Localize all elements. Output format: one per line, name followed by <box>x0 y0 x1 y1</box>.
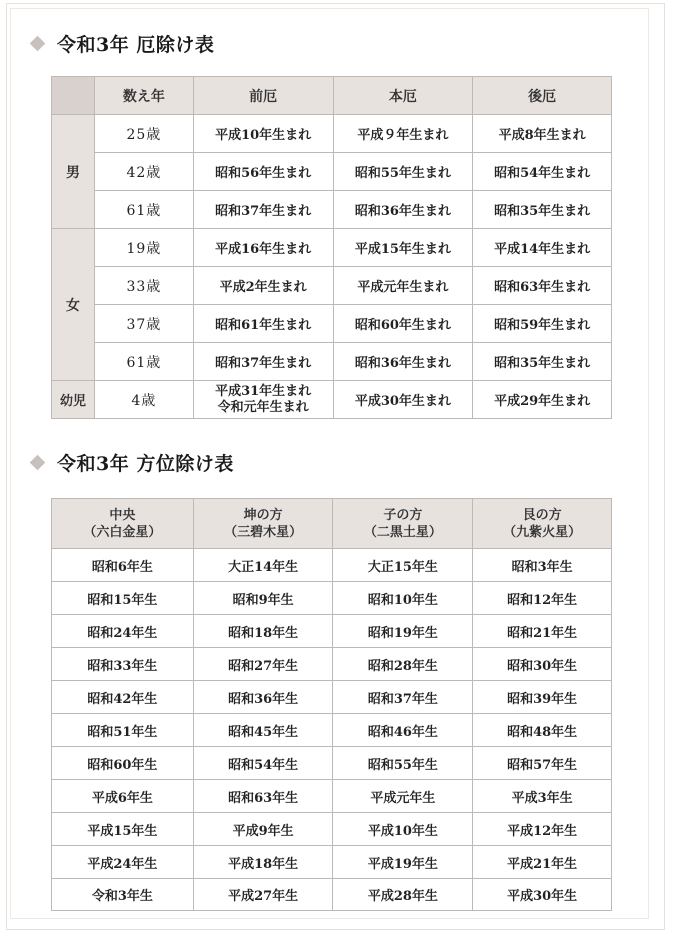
honyaku-cell: 平成９年生まれ <box>333 115 473 153</box>
houi-cell: 昭和48年生 <box>473 714 612 747</box>
houi-cell: 大正15年生 <box>333 549 473 582</box>
header-kazoedoshi: 数え年 <box>94 77 193 115</box>
houi-cell: 平成30年生 <box>473 879 612 911</box>
atoyaku-cell: 昭和63年生まれ <box>473 267 612 305</box>
age-cell: 4歳 <box>94 381 193 419</box>
maeyaku-cell: 昭和61年生まれ <box>193 305 333 343</box>
houi-cell: 昭和39年生 <box>473 681 612 714</box>
age-cell: 37歳 <box>94 305 193 343</box>
honyaku-cell: 昭和36年生まれ <box>333 343 473 381</box>
diamond-bullet-icon <box>30 455 46 471</box>
header-ne <box>333 499 473 549</box>
table-row <box>52 343 612 381</box>
atoyaku-cell: 平成8年生まれ <box>473 115 612 153</box>
atoyaku-cell: 平成14年生まれ <box>473 229 612 267</box>
table-row <box>52 648 612 681</box>
table-row <box>52 191 612 229</box>
houi-cell: 昭和36年生 <box>193 681 333 714</box>
table-row <box>52 681 612 714</box>
houi-cell: 平成元年生 <box>333 780 473 813</box>
yakudoshi-heading <box>30 30 214 57</box>
header-chuou <box>52 499 194 549</box>
maeyaku-cell: 昭和37年生まれ <box>193 191 333 229</box>
age-cell: 33歳 <box>94 267 193 305</box>
houi-cell: 昭和15年生 <box>52 582 194 615</box>
atoyaku-cell: 昭和59年生まれ <box>473 305 612 343</box>
houi-cell: 昭和27年生 <box>193 648 333 681</box>
maeyaku-cell: 昭和37年生まれ <box>193 343 333 381</box>
table-row <box>52 153 612 191</box>
group-label-infant: 幼児 <box>52 381 95 419</box>
header-direction: 坤の方 <box>243 507 283 523</box>
header-direction: 艮の方 <box>522 507 562 523</box>
header-ushitora <box>473 499 612 549</box>
group-label-male: 男 <box>52 115 95 229</box>
houi-table <box>51 498 612 911</box>
table-row <box>52 615 612 648</box>
age-cell: 61歳 <box>94 191 193 229</box>
houi-cell: 昭和33年生 <box>52 648 194 681</box>
table-header-row <box>52 499 612 549</box>
houi-cell: 昭和30年生 <box>473 648 612 681</box>
table-row <box>52 549 612 582</box>
houi-title: 令和3年 方位除け表 <box>57 453 234 475</box>
honyaku-cell: 昭和36年生まれ <box>333 191 473 229</box>
houi-cell: 昭和57年生 <box>473 747 612 780</box>
header-star: （二黒土星） <box>363 524 442 540</box>
honyaku-cell: 平成15年生まれ <box>333 229 473 267</box>
houi-cell: 平成28年生 <box>333 879 473 911</box>
houi-cell: 昭和42年生 <box>52 681 194 714</box>
table-row <box>52 381 612 419</box>
houi-cell: 昭和45年生 <box>193 714 333 747</box>
header-hitsujisaru <box>193 499 333 549</box>
age-cell: 19歳 <box>94 229 193 267</box>
honyaku-cell: 平成元年生まれ <box>333 267 473 305</box>
houi-cell: 昭和9年生 <box>193 582 333 615</box>
maeyaku-cell: 平成10年生まれ <box>193 115 333 153</box>
maeyaku-cell: 平成2年生まれ <box>193 267 333 305</box>
honyaku-cell: 昭和60年生まれ <box>333 305 473 343</box>
table-row <box>52 267 612 305</box>
houi-cell: 昭和10年生 <box>333 582 473 615</box>
houi-cell: 平成12年生 <box>473 813 612 846</box>
honyaku-cell: 昭和55年生まれ <box>333 153 473 191</box>
atoyaku-cell: 昭和35年生まれ <box>473 191 612 229</box>
header-honyaku: 本厄 <box>333 77 473 115</box>
diamond-bullet-icon <box>30 36 46 52</box>
houi-cell: 昭和55年生 <box>333 747 473 780</box>
table-row <box>52 747 612 780</box>
table-row <box>52 813 612 846</box>
houi-cell: 平成24年生 <box>52 846 194 879</box>
header-direction: 中央 <box>109 507 136 523</box>
atoyaku-cell: 昭和35年生まれ <box>473 343 612 381</box>
houi-cell: 昭和51年生 <box>52 714 194 747</box>
table-row <box>52 879 612 911</box>
table-header-row <box>52 77 612 115</box>
houi-cell: 平成6年生 <box>52 780 194 813</box>
table-row <box>52 714 612 747</box>
houi-cell: 平成3年生 <box>473 780 612 813</box>
atoyaku-cell: 平成29年生まれ <box>473 381 612 419</box>
houi-cell: 昭和19年生 <box>333 615 473 648</box>
houi-cell: 令和3年生 <box>52 879 194 911</box>
houi-cell: 昭和12年生 <box>473 582 612 615</box>
table-row <box>52 229 612 267</box>
houi-cell: 平成9年生 <box>193 813 333 846</box>
age-cell: 61歳 <box>94 343 193 381</box>
maeyaku-cell: 昭和56年生まれ <box>193 153 333 191</box>
age-cell: 25歳 <box>94 115 193 153</box>
yakudoshi-title: 令和3年 厄除け表 <box>57 34 215 56</box>
houi-cell: 昭和54年生 <box>193 747 333 780</box>
houi-cell: 平成27年生 <box>193 879 333 911</box>
houi-cell: 平成19年生 <box>333 846 473 879</box>
houi-heading <box>30 449 234 476</box>
houi-cell: 昭和6年生 <box>52 549 194 582</box>
houi-cell: 昭和46年生 <box>333 714 473 747</box>
header-atoyaku: 後厄 <box>473 77 612 115</box>
houi-cell: 昭和60年生 <box>52 747 194 780</box>
houi-table-body <box>52 549 612 911</box>
maeyaku-line-2: 令和元年生まれ <box>217 399 309 415</box>
header-direction: 子の方 <box>383 507 423 523</box>
atoyaku-cell: 昭和54年生まれ <box>473 153 612 191</box>
table-row <box>52 846 612 879</box>
header-blank-cell <box>52 77 95 115</box>
maeyaku-cell <box>193 381 333 419</box>
honyaku-cell: 平成30年生まれ <box>333 381 473 419</box>
houi-cell: 平成21年生 <box>473 846 612 879</box>
maeyaku-line-1: 平成31年生まれ <box>215 383 312 399</box>
houi-cell: 平成18年生 <box>193 846 333 879</box>
age-cell: 42歳 <box>94 153 193 191</box>
header-star: （六白金星） <box>83 524 162 540</box>
houi-cell: 昭和3年生 <box>473 549 612 582</box>
houi-cell: 大正14年生 <box>193 549 333 582</box>
table-row <box>52 305 612 343</box>
table-row <box>52 582 612 615</box>
group-label-female: 女 <box>52 229 95 381</box>
houi-cell: 昭和18年生 <box>193 615 333 648</box>
houi-cell: 昭和21年生 <box>473 615 612 648</box>
houi-cell: 平成10年生 <box>333 813 473 846</box>
header-star: （三碧木星） <box>224 524 303 540</box>
table-row <box>52 115 612 153</box>
maeyaku-cell: 平成16年生まれ <box>193 229 333 267</box>
houi-cell: 平成15年生 <box>52 813 194 846</box>
table-row <box>52 780 612 813</box>
houi-cell: 昭和24年生 <box>52 615 194 648</box>
houi-cell: 昭和37年生 <box>333 681 473 714</box>
header-maeyaku: 前厄 <box>193 77 333 115</box>
houi-cell: 昭和28年生 <box>333 648 473 681</box>
yakudoshi-table <box>51 76 612 419</box>
header-star: （九紫火星） <box>503 524 582 540</box>
houi-cell: 昭和63年生 <box>193 780 333 813</box>
